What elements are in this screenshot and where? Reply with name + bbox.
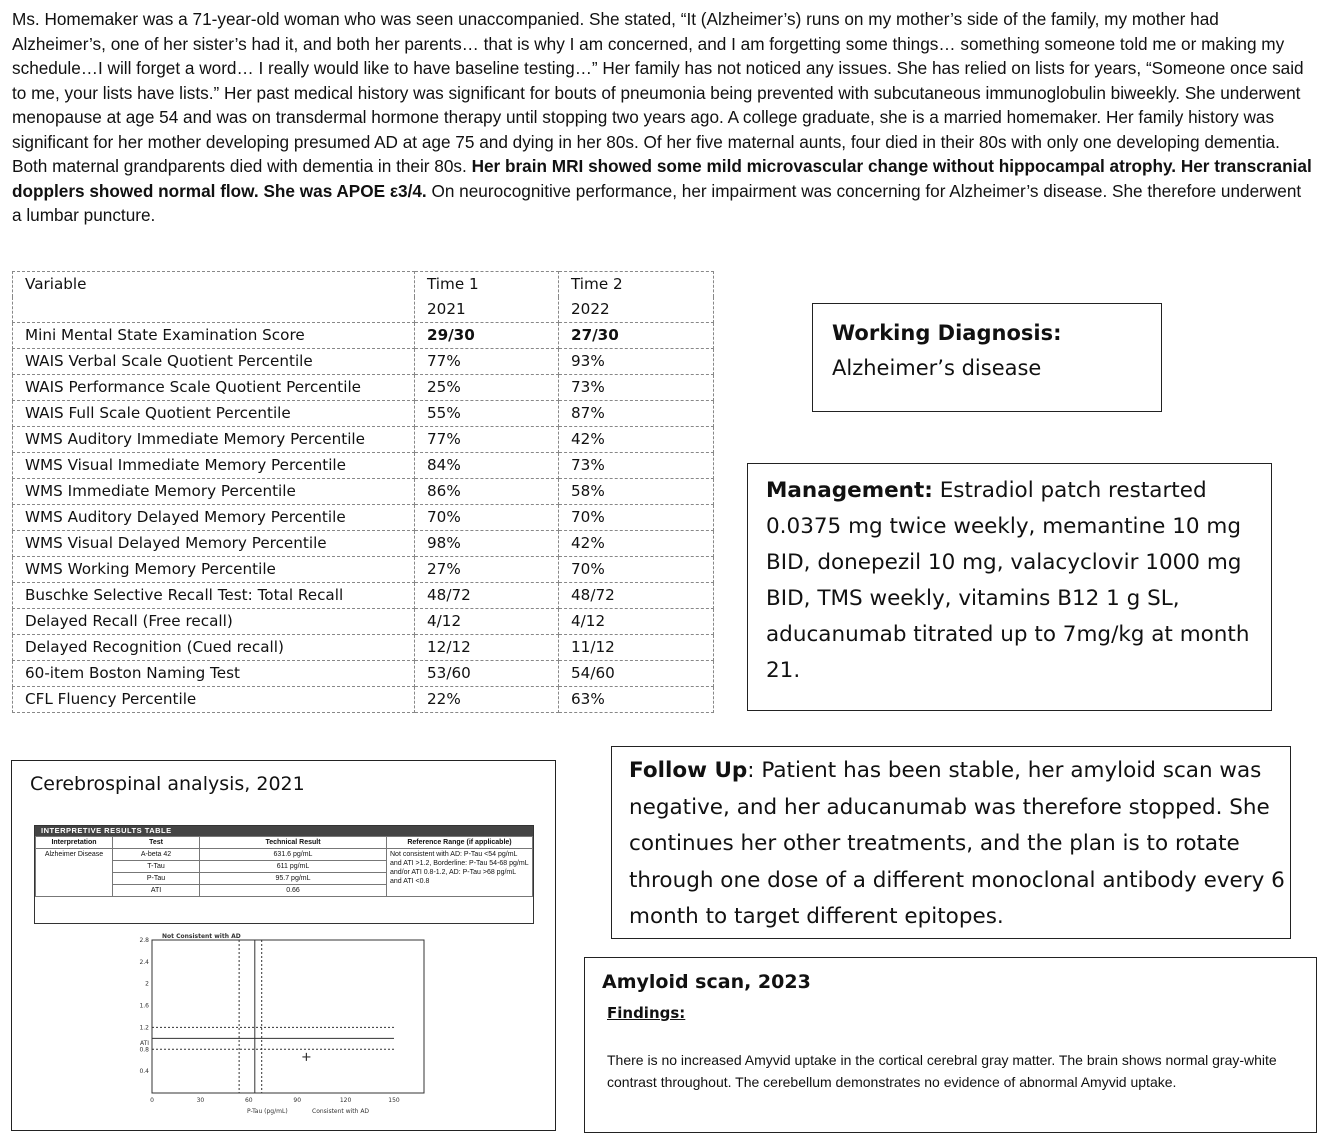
csf-results-table bbox=[34, 825, 534, 924]
plot-frame bbox=[152, 940, 424, 1093]
time-1-cell: 48/72 bbox=[415, 583, 559, 609]
amyloid-title: Amyloid scan, 2023 bbox=[602, 971, 811, 993]
x-tick-label: 90 bbox=[293, 1097, 302, 1104]
csf-test: A-beta 42 bbox=[113, 849, 200, 861]
plot-y-label: ATI bbox=[140, 1040, 150, 1047]
y-tick-label: 2.8 bbox=[139, 937, 149, 944]
follow-up-label: Follow Up bbox=[629, 758, 748, 783]
time-2-cell: 27/30 bbox=[559, 323, 714, 349]
csf-header-result: Technical Result bbox=[200, 837, 387, 849]
csf-result: 611 pg/mL bbox=[200, 861, 387, 873]
year-time-1: 2021 bbox=[415, 297, 559, 323]
csf-table-title: INTERPRETIVE RESULTS TABLE bbox=[35, 826, 533, 836]
table-row bbox=[13, 427, 714, 453]
plot-top-label: Not Consistent with AD bbox=[162, 933, 241, 940]
time-2-cell: 4/12 bbox=[559, 609, 714, 635]
management-text: Estradiol patch restarted 0.0375 mg twice weekly, memantine 10 mg BID, donepezil 10 mg, valacyclovir 1000 mg BID, TMS weekly, vitamins B12 1 g SL, aducanumab titrated up to 7mg/kg at month 21. bbox=[766, 478, 1250, 683]
variable-cell: Delayed Recognition (Cued recall) bbox=[13, 635, 415, 661]
x-tick-label: 0 bbox=[150, 1097, 154, 1104]
time-1-cell: 86% bbox=[415, 479, 559, 505]
variable-cell: Mini Mental State Examination Score bbox=[13, 323, 415, 349]
narrative-text: Ms. Homemaker was a 71-year-old woman who was seen unaccompanied. She stated, “It (Alzheimer’s) runs on my mother’s side of the family, my mother had Alzheimer’s, one of her sister’s had it, and both her parents… that is why I am concerned, and I am forgetting some things… something someone told me or making my schedule…I will forget a word… I really would like to have baseline testing…” Her family has not noticed any issues. She has relied on lists for years, “Someone once said to me, your lists have lists.” Her past medical history was significant for bouts of pneumonia being prevented with subcutaneous immunoglobulin biweekly. She underwent menopause at age 54 and was on transdermal hormone therapy until stopping two years ago. A college graduate, she is a married homemaker. Her family history was significant for her mother developing presumed AD at age 75 and dying in her 80s. Of her five maternal aunts, four died in their 80s with only one developing dementia. Both maternal grandparents died with dementia in their 80s. bbox=[12, 9, 1304, 176]
table-row bbox=[13, 401, 714, 427]
variable-cell: WMS Auditory Delayed Memory Percentile bbox=[13, 505, 415, 531]
y-tick-label: 1.2 bbox=[139, 1024, 149, 1032]
time-2-cell: 11/12 bbox=[559, 635, 714, 661]
time-2-cell: 87% bbox=[559, 401, 714, 427]
x-tick-label: 60 bbox=[244, 1097, 253, 1104]
variable-cell: Buschke Selective Recall Test: Total Recall bbox=[13, 583, 415, 609]
table-row bbox=[13, 323, 714, 349]
follow-up-box bbox=[611, 746, 1291, 939]
time-1-cell: 77% bbox=[415, 349, 559, 375]
variable-cell: CFL Fluency Percentile bbox=[13, 687, 415, 713]
variable-cell: WMS Working Memory Percentile bbox=[13, 557, 415, 583]
csf-header-test: Test bbox=[113, 837, 200, 849]
findings-label: Findings: bbox=[607, 1004, 686, 1022]
variable-cell: WMS Auditory Immediate Memory Percentile bbox=[13, 427, 415, 453]
variable-cell: Delayed Recall (Free recall) bbox=[13, 609, 415, 635]
time-1-cell: 12/12 bbox=[415, 635, 559, 661]
amyloid-scan-box bbox=[584, 957, 1317, 1133]
variable-cell: WMS Immediate Memory Percentile bbox=[13, 479, 415, 505]
csf-test: T-Tau bbox=[113, 861, 200, 873]
amyloid-findings-text: There is no increased Amyvid uptake in the cortical cerebral gray matter. The brain shows normal gray-white contrast throughout. The cerebellum demonstrates no evidence of abnormal Amyvid uptake. bbox=[607, 1052, 1277, 1090]
table-row bbox=[13, 453, 714, 479]
narrative-bold-text: Her brain MRI showed some mild microvascular change without hippocampal atrophy. Her transcranial dopplers showed normal flow. She was APOE ε3/4. bbox=[12, 156, 1312, 201]
time-2-cell: 42% bbox=[559, 531, 714, 557]
case-narrative bbox=[12, 7, 1312, 228]
time-2-cell: 48/72 bbox=[559, 583, 714, 609]
y-tick-label: 2.4 bbox=[139, 958, 149, 966]
x-tick-label: 150 bbox=[388, 1097, 400, 1104]
plot-x-label: P-Tau (pg/mL) bbox=[247, 1108, 288, 1115]
csf-interpretation: Alzheimer Disease bbox=[36, 849, 113, 897]
csf-result: 0.66 bbox=[200, 885, 387, 897]
table-row bbox=[13, 531, 714, 557]
time-1-cell: 25% bbox=[415, 375, 559, 401]
table-year-row bbox=[13, 297, 714, 323]
variable-cell: WAIS Full Scale Quotient Percentile bbox=[13, 401, 415, 427]
narrative-text-end: On neurocognitive performance, her impairment was concerning for Alzheimer’s disease. She therefore underwent a lumbar puncture. bbox=[12, 180, 1302, 225]
neurocognitive-table bbox=[12, 271, 714, 713]
time-1-cell: 4/12 bbox=[415, 609, 559, 635]
table-row bbox=[13, 687, 714, 713]
header-time-1: Time 1 bbox=[415, 272, 559, 298]
time-1-cell: 22% bbox=[415, 687, 559, 713]
plot-x-label-right: Consistent with AD bbox=[312, 1108, 370, 1115]
follow-up-text: : Patient has been stable, her amyloid scan was negative, and her aducanumab was therefore stopped. She continues her other treatments, and the plan is to rotate through one dose of a different monoclonal antibody every 6 month to target different epitopes. bbox=[629, 758, 1285, 929]
table-row bbox=[13, 375, 714, 401]
time-1-cell: 55% bbox=[415, 401, 559, 427]
table-row bbox=[13, 505, 714, 531]
patient-data-point bbox=[302, 1053, 310, 1061]
working-diagnosis-box bbox=[812, 303, 1162, 412]
table-header-row bbox=[13, 272, 714, 298]
table-body bbox=[13, 323, 714, 713]
variable-cell: 60-item Boston Naming Test bbox=[13, 661, 415, 687]
time-1-cell: 70% bbox=[415, 505, 559, 531]
time-2-cell: 63% bbox=[559, 687, 714, 713]
csf-header-interpretation: Interpretation bbox=[36, 837, 113, 849]
time-1-cell: 53/60 bbox=[415, 661, 559, 687]
y-tick-label: 0.4 bbox=[139, 1068, 149, 1076]
time-2-cell: 70% bbox=[559, 557, 714, 583]
csf-header-row bbox=[36, 837, 533, 849]
y-tick-label: 1.6 bbox=[139, 1002, 149, 1010]
csf-row bbox=[36, 849, 533, 861]
table-row bbox=[13, 661, 714, 687]
csf-result: 631.6 pg/mL bbox=[200, 849, 387, 861]
variable-cell: WMS Visual Immediate Memory Percentile bbox=[13, 453, 415, 479]
time-2-cell: 73% bbox=[559, 375, 714, 401]
year-time-2: 2022 bbox=[559, 297, 714, 323]
csf-analysis-box bbox=[11, 760, 556, 1131]
csf-scatter-plot bbox=[122, 931, 432, 1121]
y-tick-label: 2 bbox=[145, 980, 149, 988]
header-variable: Variable bbox=[13, 272, 415, 298]
table-row bbox=[13, 479, 714, 505]
variable-cell: WMS Visual Delayed Memory Percentile bbox=[13, 531, 415, 557]
diagnosis-value: Alzheimer’s disease bbox=[832, 356, 1042, 380]
y-tick-label: 0.8 bbox=[139, 1046, 149, 1054]
table-row bbox=[13, 557, 714, 583]
time-1-cell: 29/30 bbox=[415, 323, 559, 349]
variable-cell: WAIS Performance Scale Quotient Percentile bbox=[13, 375, 415, 401]
header-time-2: Time 2 bbox=[559, 272, 714, 298]
csf-reference: Not consistent with AD: P-Tau <54 pg/mL and ATI >1.2, Borderline: P-Tau 54-68 pg/mL and/or ATI 0.8-1.2, AD: P-Tau >68 pg/mL and ATI <0.8 bbox=[387, 849, 533, 897]
csf-header-reference: Reference Range (if applicable) bbox=[387, 837, 533, 849]
x-tick-label: 30 bbox=[196, 1097, 205, 1104]
csf-test: P-Tau bbox=[113, 873, 200, 885]
table-row bbox=[13, 635, 714, 661]
time-2-cell: 58% bbox=[559, 479, 714, 505]
time-1-cell: 98% bbox=[415, 531, 559, 557]
time-2-cell: 70% bbox=[559, 505, 714, 531]
time-2-cell: 93% bbox=[559, 349, 714, 375]
time-2-cell: 42% bbox=[559, 427, 714, 453]
csf-title: Cerebrospinal analysis, 2021 bbox=[30, 773, 305, 795]
time-2-cell: 73% bbox=[559, 453, 714, 479]
time-2-cell: 54/60 bbox=[559, 661, 714, 687]
diagnosis-title: Working Diagnosis: bbox=[832, 321, 1062, 345]
csf-result: 95.7 pg/mL bbox=[200, 873, 387, 885]
management-box bbox=[747, 463, 1272, 711]
variable-cell: WAIS Verbal Scale Quotient Percentile bbox=[13, 349, 415, 375]
csf-test: ATI bbox=[113, 885, 200, 897]
time-1-cell: 27% bbox=[415, 557, 559, 583]
x-tick-label: 120 bbox=[339, 1097, 352, 1104]
table-row bbox=[13, 583, 714, 609]
time-1-cell: 84% bbox=[415, 453, 559, 479]
management-label: Management: bbox=[766, 478, 933, 503]
table-row bbox=[13, 349, 714, 375]
table-row bbox=[13, 609, 714, 635]
time-1-cell: 77% bbox=[415, 427, 559, 453]
